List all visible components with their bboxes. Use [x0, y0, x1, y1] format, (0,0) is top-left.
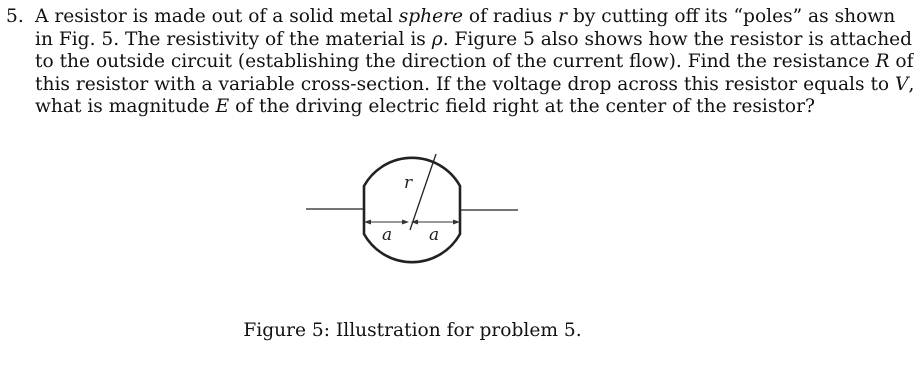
- problem-line-5: what is magnitude E of the driving electric field right at the center of the resistor?: [35, 96, 815, 118]
- var-rho: ρ: [431, 28, 443, 50]
- figure-caption: [0, 320, 859, 341]
- right-dimension-arrow: [411, 220, 460, 225]
- radius-label: r: [404, 173, 413, 193]
- problem-number: 5.: [6, 6, 24, 27]
- caption-label: Figure 5:: [243, 320, 330, 341]
- var-r: r: [558, 6, 568, 27]
- problem-line-4: this resistor with a variable cross-section. If the voltage drop across this resistor equals to V,: [35, 73, 914, 95]
- problem-statement: [6, 6, 914, 119]
- problem-line-2: in Fig. 5. The resistivity of the material is ρ. Figure 5 also shows how the resistor is attached: [35, 28, 913, 50]
- left-dimension-arrow: [364, 220, 409, 225]
- right-half-label: a: [429, 225, 440, 245]
- caption-text: Illustration for problem 5.: [335, 320, 582, 341]
- figure-5: [300, 140, 530, 290]
- left-half-label: a: [382, 225, 393, 245]
- var-E: E: [215, 96, 230, 118]
- radius-line: [410, 154, 436, 230]
- problem-line-3: to the outside circuit (establishing the direction of the current flow). Find the resistance R of: [35, 51, 914, 73]
- var-R: R: [875, 51, 890, 73]
- var-V: V: [895, 73, 909, 95]
- problem-line-1: 5. A resistor is made out of a solid metal sphere of radius r by cutting off its “poles” as shown: [6, 6, 896, 27]
